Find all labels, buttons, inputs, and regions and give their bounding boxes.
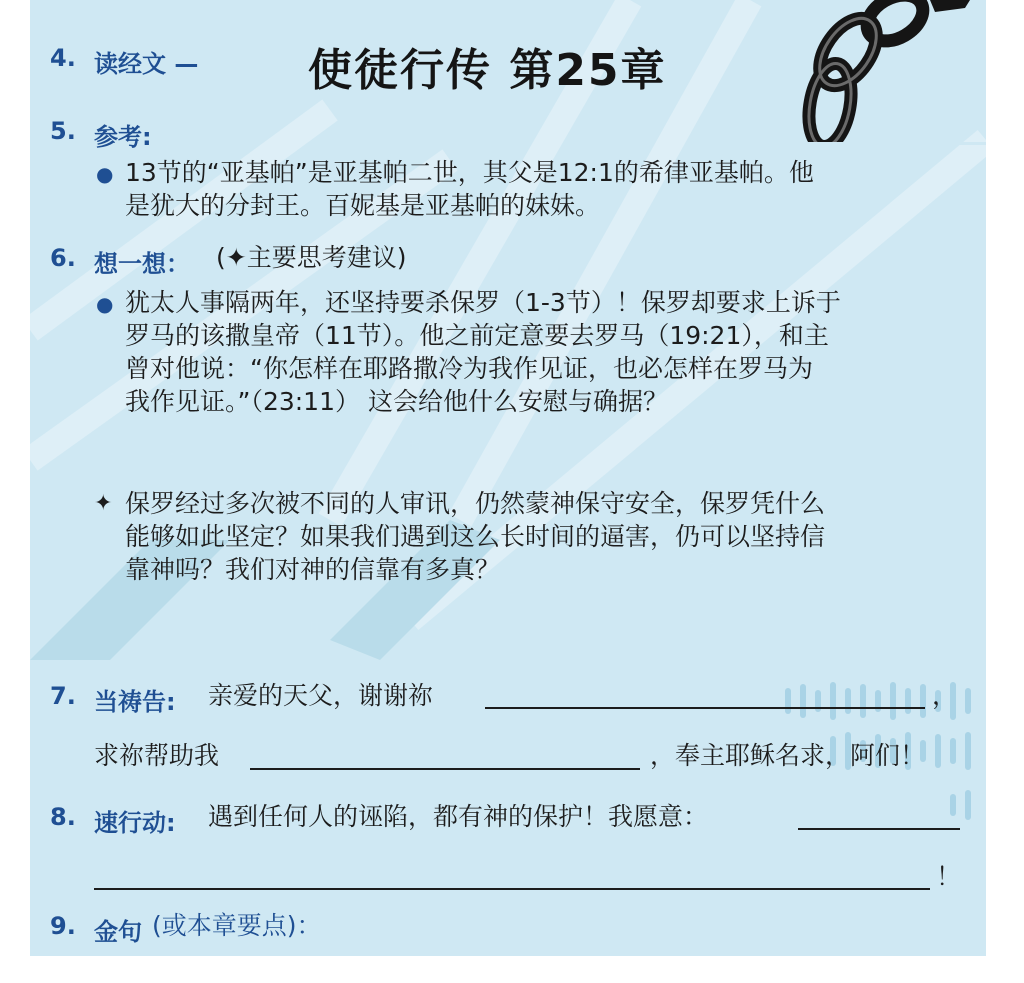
question-2-line-3: 靠神吗？我们对神的信靠有多真？: [125, 555, 501, 584]
section-9-number: 9.: [50, 912, 76, 940]
prayer-line-1-end: ，: [932, 681, 958, 710]
question-2-line-1: 保罗经过多次被不同的人审讯，仍然蒙神保守安全，保罗凭什么: [125, 489, 826, 518]
question-1-line-3: 曾对他说：“你怎样在耶路撒冷为我作见证，也必怎样在罗马为: [125, 354, 813, 383]
question-2-line-2: 能够如此坚定？如果我们遇到这么长时间的逼害，仍可以坚持信: [125, 522, 826, 551]
prayer-blank-1[interactable]: [485, 707, 925, 709]
section-4-number: 4.: [50, 44, 76, 72]
chain-icon: [770, 0, 986, 145]
question-1-line-1: 犹太人事隔两年，还坚持要杀保罗（1-3节）！保罗却要求上诉于: [125, 288, 841, 317]
section-6-note: (✦主要思考建议): [216, 243, 407, 272]
question-1-line-2: 罗马的该撒皇帝（11节）。他之前定意要去罗马（19:21），和主: [125, 321, 829, 350]
bullet-icon: ●: [96, 292, 114, 316]
prayer-line-2-end: ，奉主耶稣名求，阿们！: [650, 741, 926, 770]
prayer-line-1-text: 亲爱的天父，谢谢祢: [208, 681, 434, 710]
section-8-heading: 速行动:: [94, 809, 176, 837]
chapter-title: 使徒行传 第25章: [308, 45, 667, 96]
star-icon: ✦: [94, 491, 113, 516]
prayer-blank-2[interactable]: [250, 768, 640, 770]
bullet-icon: ●: [96, 162, 114, 186]
section-6-number: 6.: [50, 244, 76, 272]
section-7-heading: 当祷告:: [94, 688, 176, 716]
section-5-number: 5.: [50, 117, 76, 145]
section-9-heading: 金句: [94, 918, 142, 946]
action-end: ！: [936, 862, 962, 891]
section-7-number: 7.: [50, 682, 76, 710]
question-1-line-4: 我作见证。”（23:11） 这会给他什么安慰与确据？: [125, 387, 668, 416]
reference-line-2: 是犹大的分封王。百妮基是亚基帕的妹妹。: [125, 191, 601, 220]
section-5-heading: 参考:: [94, 123, 152, 151]
devotional-page: [30, 0, 986, 956]
action-text: 遇到任何人的诬陷，都有神的保护！我愿意：: [208, 802, 709, 831]
section-6-heading: 想一想：: [94, 250, 190, 278]
action-blank-1[interactable]: [798, 828, 960, 830]
section-8-number: 8.: [50, 803, 76, 831]
reference-line-1: 13节的“亚基帕”是亚基帕二世，其父是12:1的希律亚基帕。他: [125, 158, 814, 187]
action-blank-2[interactable]: [94, 888, 930, 890]
section-4-heading: 读经文 —: [94, 50, 199, 78]
prayer-line-2-text: 求祢帮助我: [94, 741, 220, 770]
section-9-note: (或本章要点)：: [152, 911, 322, 940]
